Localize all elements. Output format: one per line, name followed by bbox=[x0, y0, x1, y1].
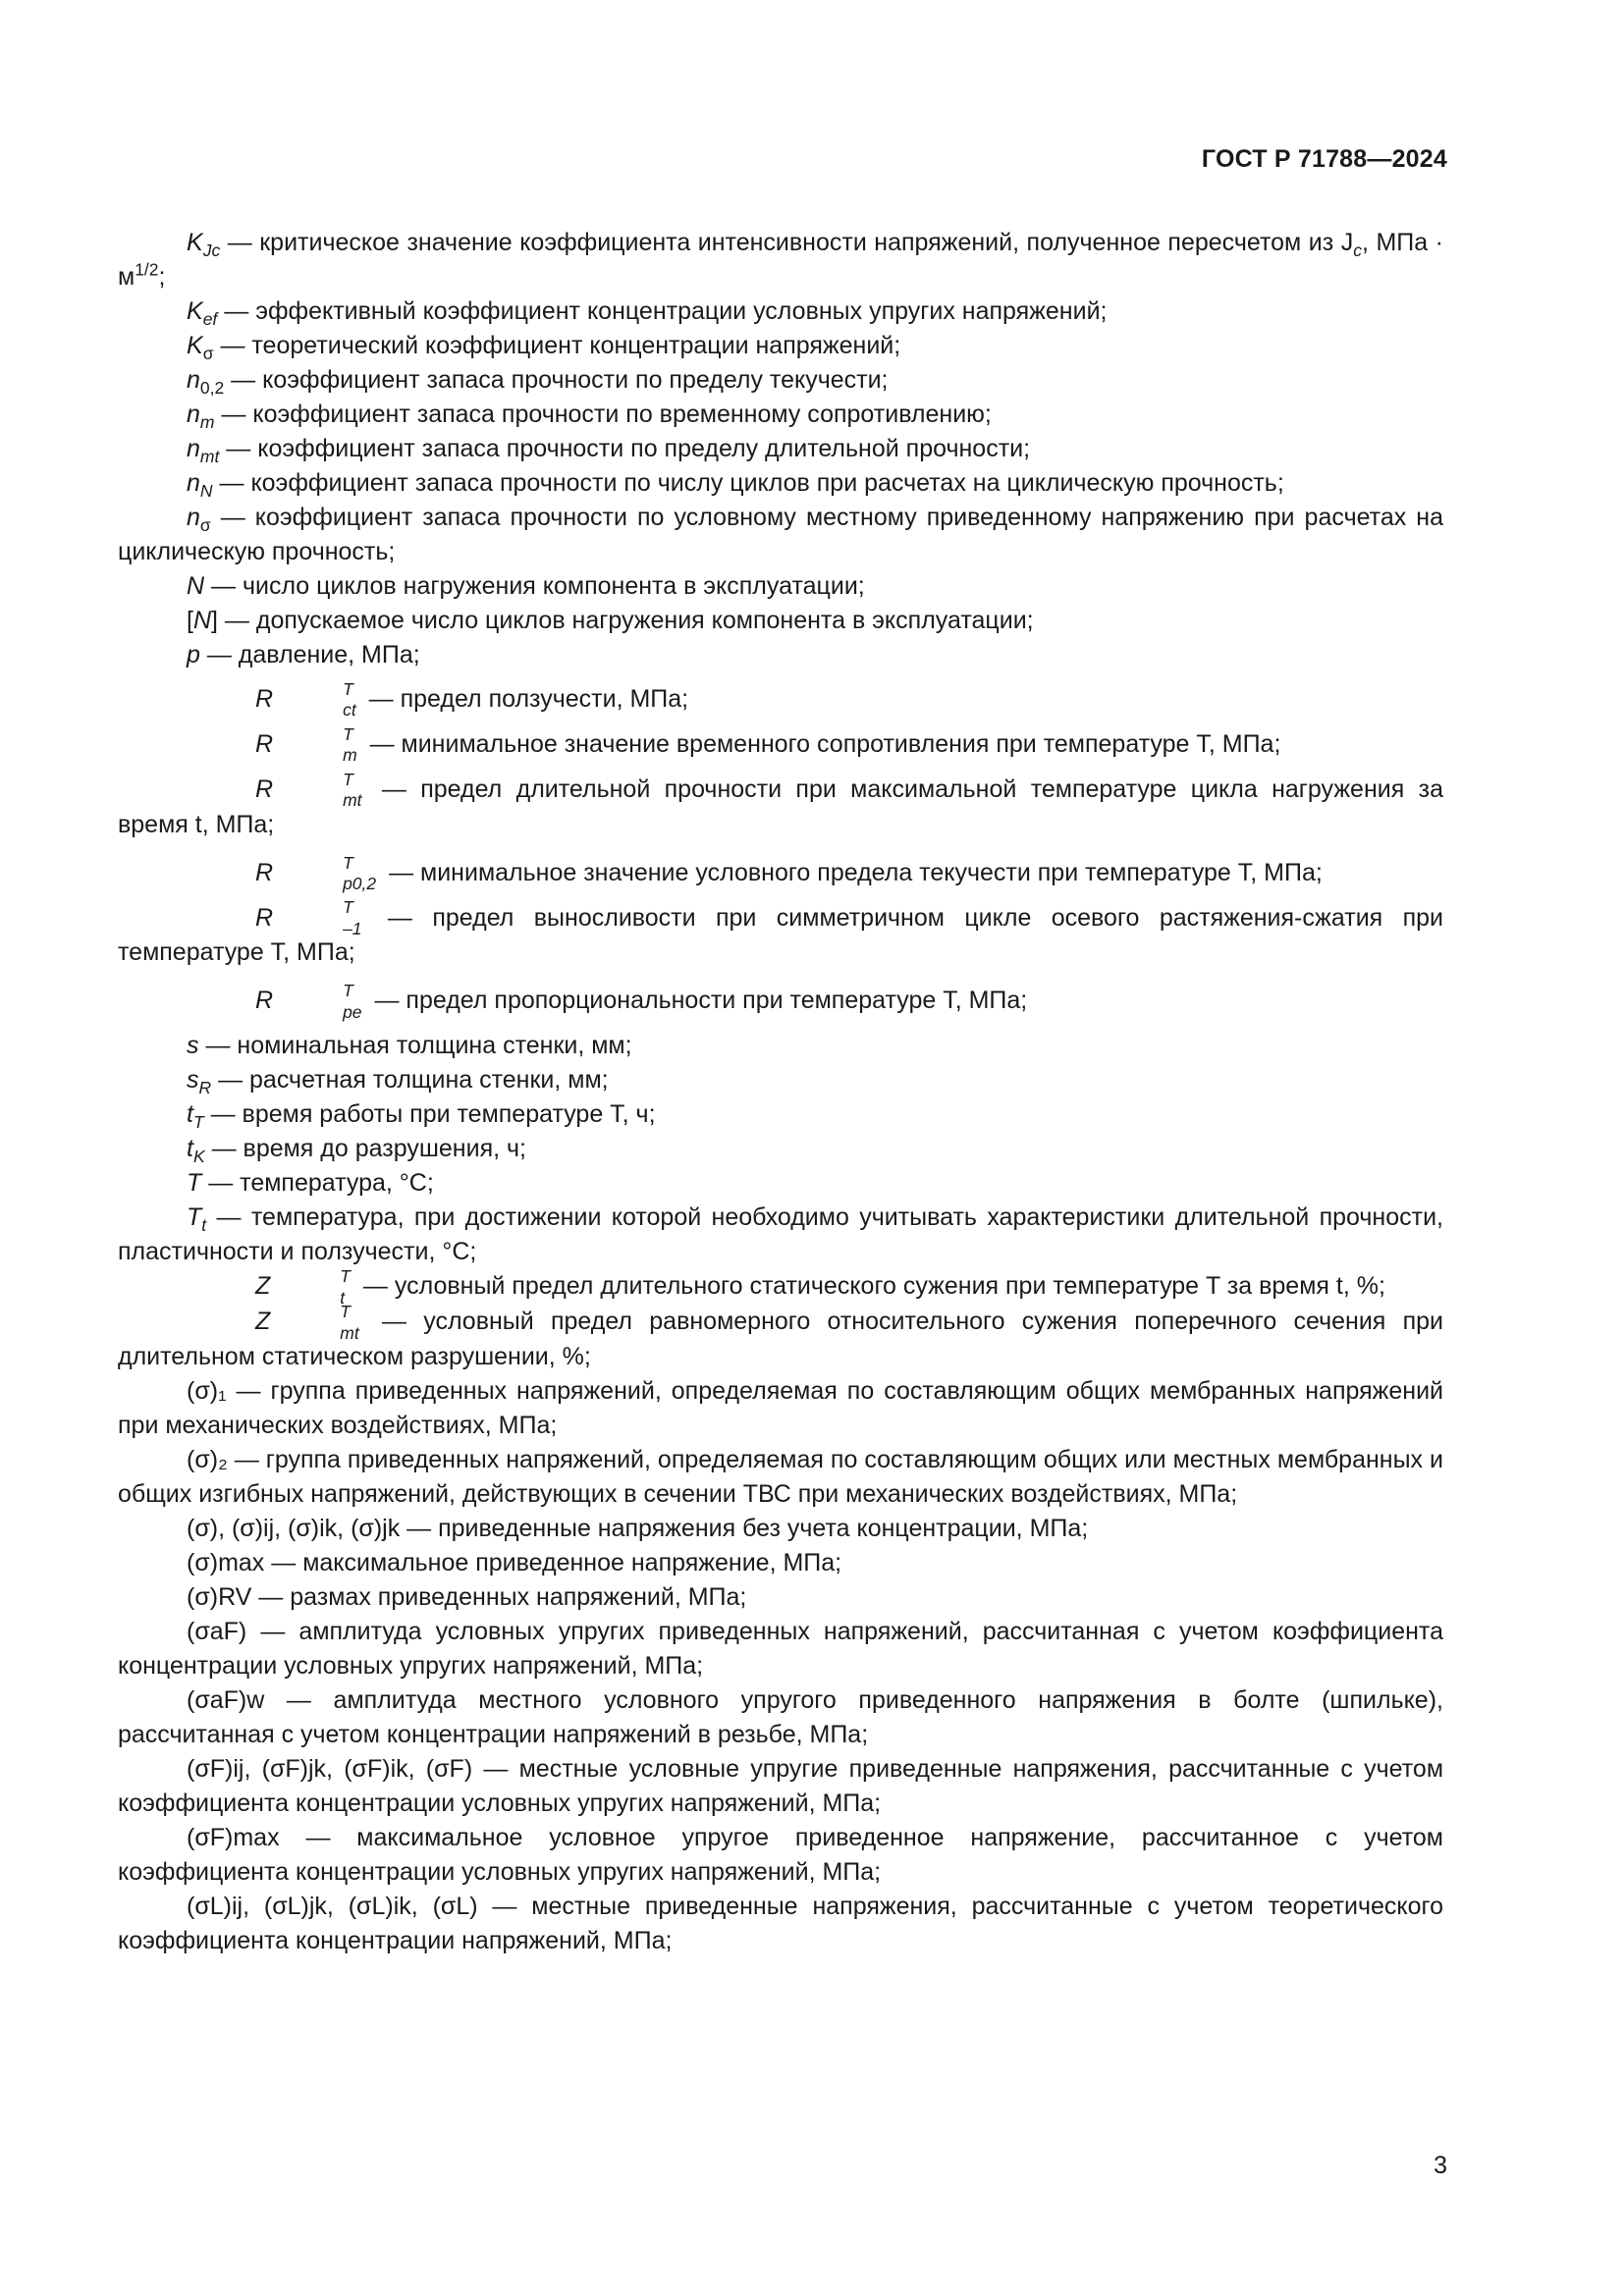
list-item: (σF)max — максимальное условное упругое приведенное напряжение, рассчитанное с учетом коэффициента концентрации условных упругих напряжений, МПа; bbox=[118, 1824, 1443, 1887]
symbol: $n_{mt}$ bbox=[187, 435, 220, 466]
symbol: s bbox=[187, 1032, 199, 1060]
symbol: (σ)₂ bbox=[187, 1446, 228, 1474]
symbol: $K_{ef}$ bbox=[187, 297, 218, 329]
symbol: (σaF) bbox=[187, 1618, 247, 1646]
list-item: R T –1 — предел выносливости при симметричном цикле осевого растяжения-сжатия при температуре T, МПа; bbox=[118, 897, 1443, 967]
symbol: T bbox=[187, 1169, 202, 1198]
symbol: R T mt bbox=[255, 769, 362, 811]
list-item: Z T t — условный предел длительного статического сужения при температуре T за время t, %; bbox=[118, 1269, 1443, 1305]
symbol: N bbox=[192, 607, 212, 634]
symbol: R T pe bbox=[255, 981, 362, 1022]
list-item: N — число циклов нагружения компонента в эксплуатации; bbox=[187, 572, 865, 600]
list-item: (σ)RV — размах приведенных напряжений, МПа; bbox=[187, 1583, 747, 1612]
list-item: $n_{0,2}$ — коэффициент запаса прочности по пределу текучести; bbox=[187, 366, 889, 398]
symbol: (σL)ij, (σL)jk, (σL)ik, (σL) bbox=[187, 1893, 478, 1921]
symbol: (σ)₁ bbox=[187, 1377, 227, 1406]
symbol: R T m bbox=[255, 723, 357, 766]
list-item: R T pe — предел пропорциональности при температуре T, МПа; bbox=[118, 984, 1443, 1019]
list-item: $T_t$ — температура, при достижении которой необходимо учитывать характеристики длительной прочности, пластичности и ползучести, °С; bbox=[118, 1203, 1443, 1266]
list-item: (σaF) — амплитуда условных упругих приведенных напряжений, рассчитанная с учетом коэффициента концентрации условных упругих напряжений, МПа; bbox=[118, 1618, 1443, 1681]
list-item: $n_N$ — коэффициент запаса прочности по числу циклов при расчетах на циклическую прочность; bbox=[187, 469, 1284, 501]
list-item: $s_R$ — расчетная толщина стенки, мм; bbox=[187, 1066, 609, 1098]
list-item: T — температура, °С; bbox=[187, 1169, 434, 1198]
symbol: $n_{0,2}$ bbox=[187, 366, 225, 398]
symbol: $K_{Jc}$ bbox=[187, 229, 221, 260]
list-item: R T p0,2 — минимальное значение условного предела текучести при температуре T, МПа; bbox=[118, 856, 1443, 891]
list-item: $n_\sigma$ — коэффициент запаса прочности по условному местному приведенному напряжению при расчетах на циклическую прочность; bbox=[118, 504, 1443, 565]
symbol: $n_N$ bbox=[187, 469, 213, 501]
symbol: $n_\sigma$ bbox=[187, 504, 211, 535]
list-item: s — номинальная толщина стенки, мм; bbox=[187, 1032, 632, 1060]
symbols-list bbox=[118, 226, 1443, 1958]
symbol: $t_K$ bbox=[187, 1135, 205, 1167]
symbol: (σ)RV bbox=[187, 1583, 252, 1612]
symbol: R T ct bbox=[255, 678, 356, 721]
list-item: (σ), (σ)ij, (σ)ik, (σ)jk — приведенные напряжения без учета концентрации, МПа; bbox=[187, 1515, 1089, 1543]
symbol: (σ)max bbox=[187, 1549, 265, 1577]
symbol: (σF)max bbox=[187, 1824, 280, 1852]
list-item: $K_{ef}$ — эффективный коэффициент концентрации условных упругих напряжений; bbox=[187, 297, 1108, 329]
list-item: Z T mt — условный предел равномерного относительного сужения поперечного сечения при длительном статическом разрушении, %; bbox=[118, 1302, 1443, 1371]
list-item: (σ)max — максимальное приведенное напряжение, МПа; bbox=[187, 1549, 842, 1577]
list-item: $K_\sigma$ — теоретический коэффициент концентрации напряжений; bbox=[187, 332, 901, 363]
list-item: (σL)ij, (σL)jk, (σL)ik, (σL) — местные приведенные напряжения, рассчитанные с учетом теоретического коэффициента концентрации напряжений, МПа; bbox=[118, 1893, 1443, 1955]
symbol: (σaF)w bbox=[187, 1686, 265, 1715]
list-item: (σaF)w — амплитуда местного условного упругого приведенного напряжения в болте (шпильке), рассчитанная с учетом концентрации напряжений в резьбе, МПа; bbox=[118, 1686, 1443, 1749]
symbol: $s_R$ bbox=[187, 1066, 212, 1098]
list-item: (σ)₂ — группа приведенных напряжений, определяемая по составляющим общих или местных мембранных и общих изгибных напряжений, действующих в сечении ТВС при механических воздействиях, МПа; bbox=[118, 1446, 1443, 1509]
symbol: R T p0,2 bbox=[255, 852, 377, 894]
symbol: Z T t bbox=[255, 1266, 351, 1308]
list-item: $t_T$ — время работы при температуре T, ч; bbox=[187, 1100, 656, 1133]
symbol: R T –1 bbox=[255, 897, 362, 938]
list-item: R T m — минимальное значение временного сопротивления при температуре T, МПа; bbox=[118, 727, 1443, 763]
page-number: 3 bbox=[1434, 2152, 1447, 2179]
symbol: $K_\sigma$ bbox=[187, 332, 214, 363]
symbol: $t_T$ bbox=[187, 1100, 204, 1133]
symbol: (σ), (σ)ij, (σ)ik, (σ)jk bbox=[187, 1515, 401, 1543]
symbol: p bbox=[187, 641, 200, 668]
list-item: [N] — допускаемое число циклов нагружения компонента в эксплуатации; bbox=[187, 607, 1034, 634]
symbol: Z T mt bbox=[255, 1302, 359, 1343]
symbol: (σF)ij, (σF)jk, (σF)ik, (σF) bbox=[187, 1755, 473, 1784]
list-item: $n_{mt}$ — коэффициент запаса прочности по пределу длительной прочности; bbox=[187, 435, 1031, 466]
document-id-header: ГОСТ Р 71788—2024 bbox=[1201, 145, 1447, 173]
list-item: R T mt — предел длительной прочности при максимальной температуре цикла нагружения за время t, МПа; bbox=[118, 769, 1443, 838]
list-item: $K_{Jc}$ — критическое значение коэффициента интенсивности напряжений, полученное пересчетом из $J_c$, МПа · $м^{1/2}$; bbox=[118, 229, 1443, 291]
list-item: $n_m$ — коэффициент запаса прочности по временному сопротивлению; bbox=[187, 400, 992, 432]
symbol: N bbox=[187, 572, 205, 600]
list-item: R T ct — предел ползучести, МПа; bbox=[118, 682, 1443, 718]
list-item: $t_K$ — время до разрушения, ч; bbox=[187, 1135, 526, 1167]
list-item: (σF)ij, (σF)jk, (σF)ik, (σF) — местные условные упругие приведенные напряжения, рассчитанные с учетом коэффициента концентрации условных упругих напряжений, МПа; bbox=[118, 1755, 1444, 1818]
symbol: $T_t$ bbox=[187, 1203, 207, 1236]
list-item: p — давление, МПа; bbox=[187, 641, 420, 668]
list-item: (σ)₁ — группа приведенных напряжений, определяемая по составляющим общих мембранных напряжений при механических воздействиях, МПа; bbox=[118, 1377, 1443, 1440]
symbol: $n_m$ bbox=[187, 400, 215, 432]
